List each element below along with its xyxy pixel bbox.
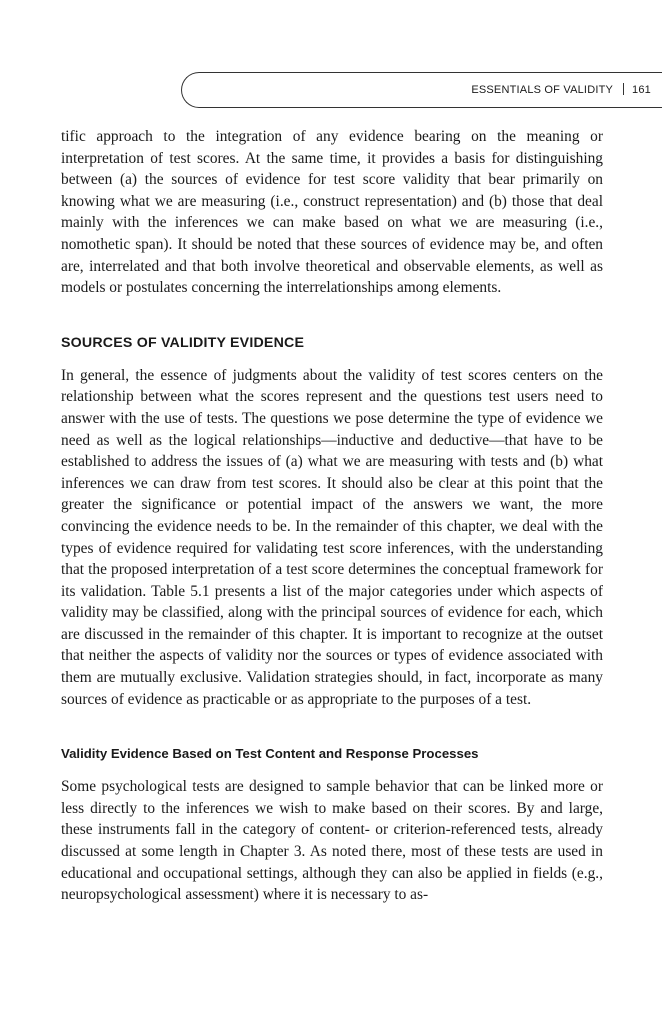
section-heading: SOURCES OF VALIDITY EVIDENCE — [61, 334, 305, 351]
subsection-heading: Validity Evidence Based on Test Content and Response Processes — [61, 746, 479, 762]
running-head-text — [471, 83, 651, 96]
page-number: 161 — [632, 84, 651, 96]
running-head — [181, 72, 662, 108]
running-head-title: ESSENTIALS OF VALIDITY — [471, 84, 614, 96]
running-head-divider — [623, 83, 624, 95]
body-paragraph-3: Some psychological tests are designed to sample behavior that can be linked more or less directly to the inferences we wish to make based on their scores. By and large, these instruments fall in the category of content- or criterion-referenced tests, already discussed at some length in Chapter 3. As noted there, most of these tests are used in educational and occupational settings, although they can also be applied in fields (e.g., neuropsychological assessment) where it is necessary to as- — [61, 778, 603, 904]
body-paragraph-2: In general, the essence of judgments about the validity of test scores centers on the relationship between what the scores represent and the questions test users need to answer with the use of tests. The questions we pose determine the type of evidence we need as well as the logical relationships—inductive and deductive—that have to be established to address the issues of (a) what we are measuring with tests and (b) what inferences we can draw from test scores. It should also be clear at this point that the greater the significance or potential impact of the answers we want, the more convincing the evidence needs to be. In the remainder of this chapter, we deal with the types of evidence required for validating test score inferences, with the understanding that the proposed interpretation of a test score determines the conceptual framework for its validation. Table 5.1 presents a list of the major categories under which aspects of validity may be classified, along with the principal sources of evidence for each, which are discussed in the remainder of this chapter. It is important to recognize at the outset that neither the aspects of validity nor the sources or types of evidence associated with them are mutually exclusive. Validation strategies should, in fact, incorporate as many sources of evidence as practicable or as appropriate to the purposes of a test. — [61, 366, 603, 708]
body-paragraph-1: tific approach to the integration of any evidence bearing on the meaning or interpretation of test scores. At the same time, it provides a basis for distinguishing between (a) the sources of evidence for test score validity that bear primarily on knowing what we are measuring (i.e., construct representation) and (b) those that deal mainly with the inferences we can make based on what we are measuring (i.e., nomothetic span). It should be noted that these sources of evidence may be, and often are, interrelated and that both involve theoretical and observable elements, as well as models or postulates concerning the interrelationships among elements. — [61, 128, 603, 297]
page-body — [61, 126, 603, 906]
